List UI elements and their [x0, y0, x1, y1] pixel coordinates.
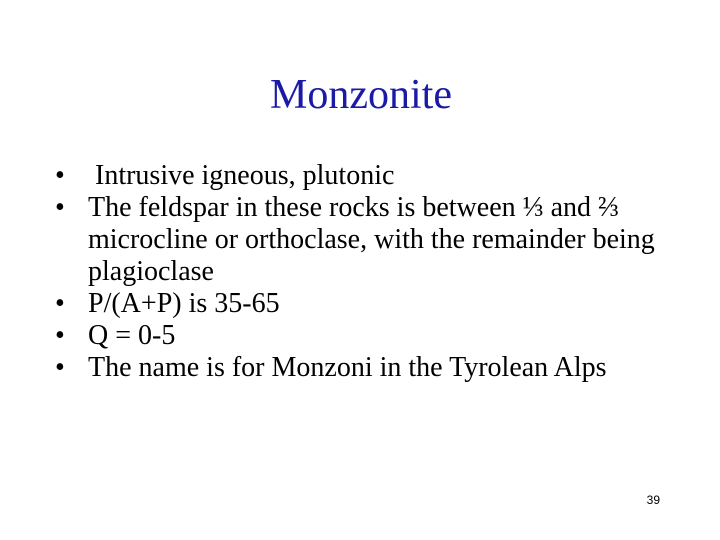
- bullet-text: Intrusive igneous, plutonic: [88, 160, 395, 191]
- slide-title: Monzonite: [270, 72, 452, 118]
- bullet-text: The feldspar in these rocks is between ⅓ and ⅔ microcline or orthoclase, with the remainder being plagioclase: [88, 192, 655, 287]
- bullet-item-quartz: [55, 320, 675, 352]
- bullet-icon: •: [55, 320, 65, 351]
- bullet-item-ratio: [55, 288, 675, 320]
- bullet-icon: •: [55, 192, 65, 223]
- bullet-text: P/(A+P) is 35-65: [88, 288, 280, 319]
- bullet-icon: •: [55, 288, 65, 319]
- bullet-icon: •: [55, 160, 65, 191]
- bullet-icon: •: [55, 352, 65, 383]
- bullet-item-rock-type: [55, 160, 675, 192]
- bullet-text: The name is for Monzoni in the Tyrolean Alps: [88, 352, 607, 383]
- bullet-list: [55, 160, 675, 384]
- bullet-item-name-origin: [55, 352, 675, 384]
- page-number: 39: [646, 493, 660, 507]
- bullet-item-feldspar: [55, 192, 675, 288]
- bullet-text: Q = 0-5: [88, 320, 176, 351]
